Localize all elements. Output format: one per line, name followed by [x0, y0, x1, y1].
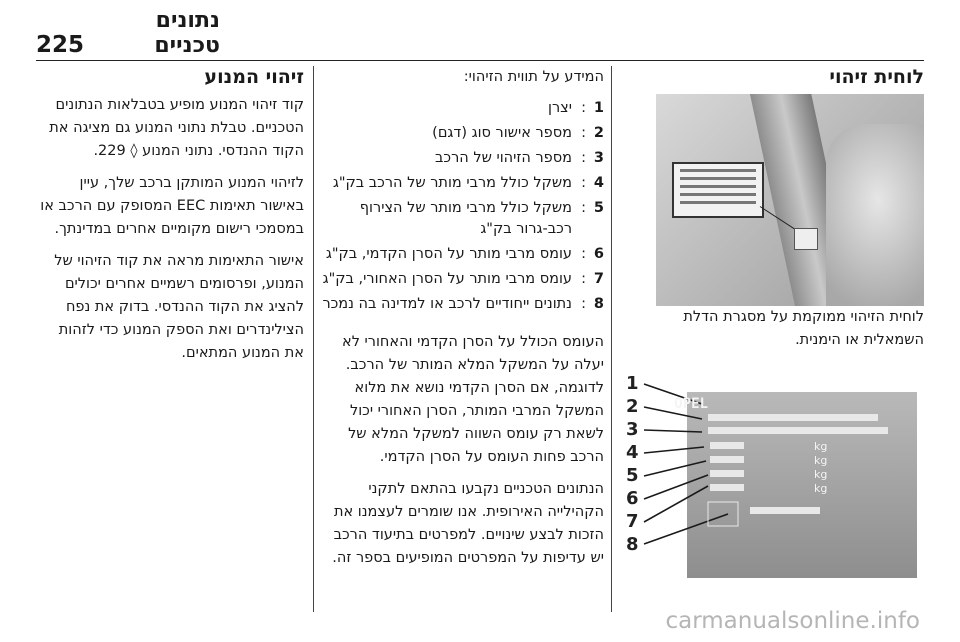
door-frame-photo — [656, 94, 924, 306]
legend-item: 7 : עומס מרבי מותר על הסרן האחורי, בק"ג — [322, 271, 604, 287]
callout-number-2: 2 — [626, 396, 639, 417]
engineering-code-paragraph: אישור התאימות מראה את קוד הזיהוי של המנוע, ופרסומים רשמיים אחרים יכולים להציג את הקוד ההנדסי. בדוק את נפח הצילינדרים ואת הספק המנוע כדי לזהות את המנוע המתאים. — [54, 253, 304, 361]
callout-number-4: 4 — [626, 442, 639, 463]
legend-list — [322, 98, 604, 315]
legend-item: 1 : יצרן — [548, 100, 604, 116]
plate-kg-label: kg — [814, 482, 828, 495]
engine-code-paragraph: קוד זיהוי המנוע מופיע בטבלאות הנתונים הטכניים. טבלת נתוני המנוע גם מציגה את הקוד ההנדסי. נתוני המנוע ◊ 229. — [49, 97, 304, 159]
legend-item: 6 : עומס מרבי מותר על הסרן הקדמי, בק"ג — [325, 246, 604, 262]
plate-leader-lines — [624, 374, 924, 574]
column-divider-left — [313, 66, 314, 612]
eec-certificate-paragraph: לזיהוי המנוע המותקן ברכב שלך, עיין באישור תאימות EEC המסופק עם הרכב או במסמכי רישום מקומיים אחרים במדינתך. — [40, 175, 304, 237]
callout-number-7: 7 — [626, 511, 639, 532]
callout-number-5: 5 — [626, 465, 639, 486]
header-rule — [36, 60, 924, 61]
legend-item: 5 : משקל כולל מרבי מותר של הצירוף רכב-גרור בק"ג — [359, 200, 604, 237]
legend-item: 2 : מספר אישור סוג (דגם) — [432, 125, 604, 141]
watermark: carmanualsonline.info — [665, 608, 920, 634]
seat — [826, 124, 924, 306]
page-number: 225 — [36, 32, 85, 58]
callout-number-8: 8 — [626, 534, 639, 555]
callout-number-6: 6 — [626, 488, 639, 509]
plate-sticker — [794, 228, 818, 250]
plate-kg-label: kg — [814, 468, 828, 481]
id-plate-heading: לוחית זיהוי — [829, 66, 924, 88]
legend-title: המידע על תווית הזיהוי: — [463, 69, 604, 85]
column-divider-right — [611, 66, 612, 612]
running-title: נתונים טכניים — [154, 8, 220, 58]
photo-caption: לוחית הזיהוי ממוקמת על מסגרת הדלת השמאלית או הימנית. — [683, 309, 924, 348]
plate-inset — [672, 162, 764, 218]
engine-id-heading: זיהוי המנוע — [204, 66, 304, 88]
callout-number-3: 3 — [626, 419, 639, 440]
axle-load-paragraph: העומס הכולל על הסרן הקדמי והאחורי לא יעלה על המשקל המלא המותר של הרכב. לדוגמה, אם הסרן הקדמי נושא את מלוא המשקל המרבי המותר, הסרן האחורי יכול לשאת רק עומס השווה למשקל המלא של הרכב פחות העומס על הסרן הקדמי. — [342, 334, 604, 465]
ec-standards-paragraph: הנתונים הטכניים נקבעו בהתאם לתקני הקהילייה האירופית. אנו שומרים לעצמנו את הזכות לבצע שינויים. למפרטים בתיעוד הרכב יש עדיפות על המפרטים המופיעים בספר זה. — [332, 481, 604, 566]
legend-column — [322, 66, 604, 579]
page-header — [36, 8, 924, 58]
legend-item: 3 : מספר הזיהוי של הרכב — [435, 150, 604, 166]
engine-id-column — [36, 66, 304, 374]
plate-brand: OPEL — [674, 396, 708, 412]
legend-item: 4 : משקל כולל מרבי מותר של הרכב בק"ג — [332, 175, 604, 191]
plate-kg-label: kg — [814, 454, 828, 467]
plate-kg-label: kg — [814, 440, 828, 453]
callout-number-1: 1 — [626, 373, 639, 394]
id-plate-column — [619, 66, 924, 574]
plate-diagram — [624, 374, 924, 574]
legend-item: 8 : נתונים ייחודיים לרכב או למדינה בה נמכר — [322, 296, 604, 312]
